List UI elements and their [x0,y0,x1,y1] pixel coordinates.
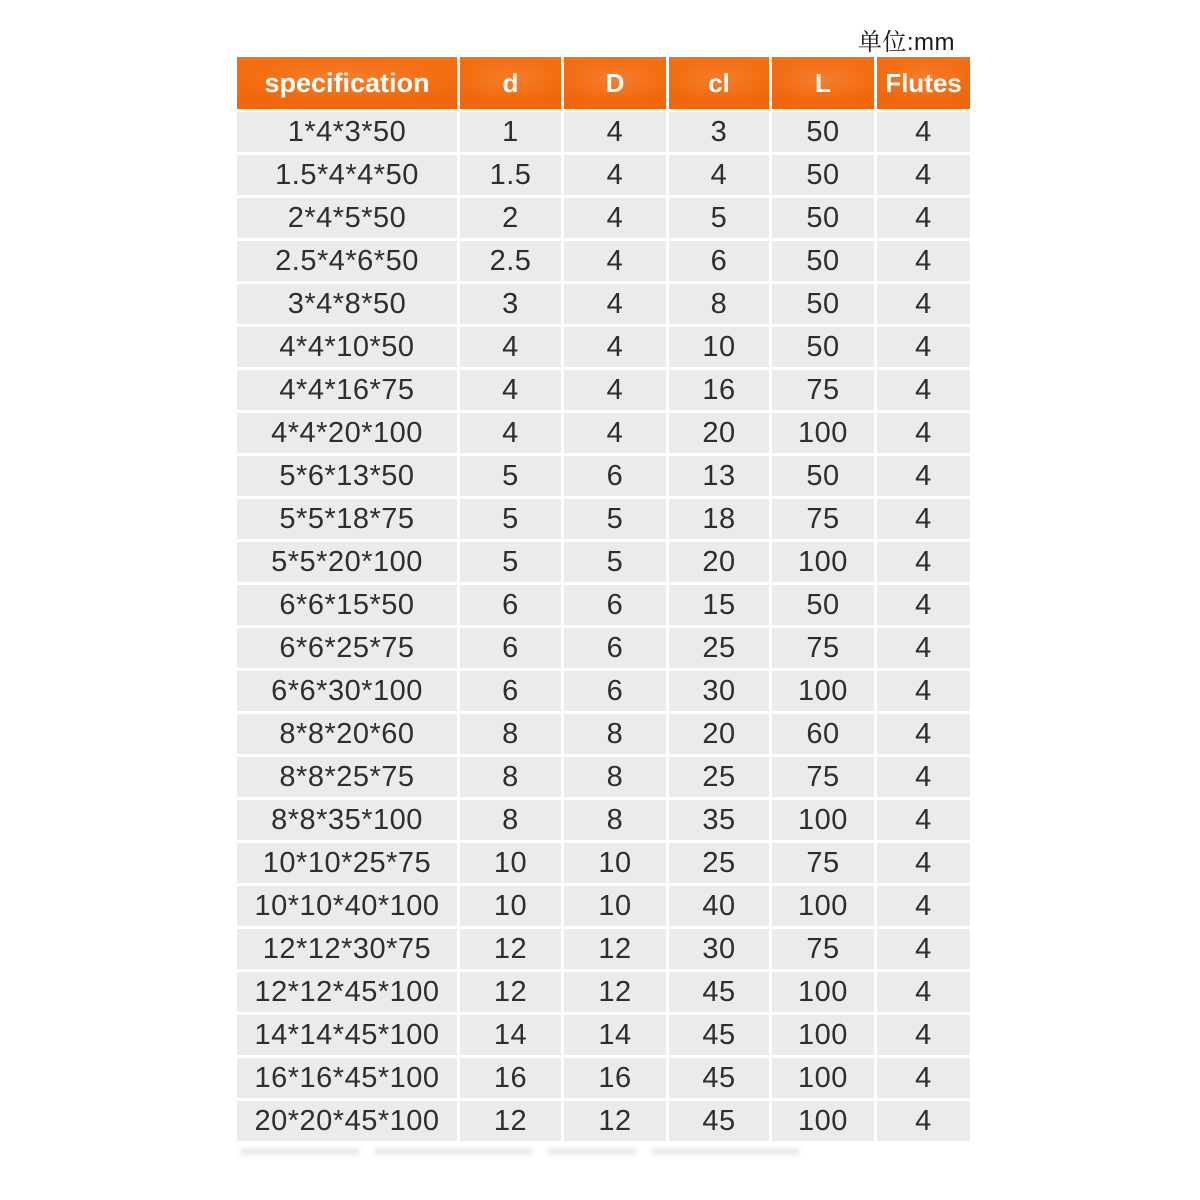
table-cell: 13 [669,456,769,496]
table-cell: 15 [669,585,769,625]
table-cell: 100 [772,413,874,453]
table-cell: 4*4*20*100 [237,413,457,453]
table-cell: 8*8*35*100 [237,800,457,840]
table-cell: 8 [564,800,666,840]
table-cell: 100 [772,886,874,926]
table-cell: 100 [772,972,874,1012]
table-row [237,112,955,152]
table-row [237,1015,955,1055]
table-cell: 20 [669,542,769,582]
table-cell: 100 [772,800,874,840]
column-header-cl: cl [669,57,769,109]
table-cell: 8*8*25*75 [237,757,457,797]
table-cell: 4 [564,284,666,324]
table-cell: 2.5 [460,241,561,281]
table-cell: 10 [460,843,561,883]
table-cell: 12 [460,1101,561,1141]
table-cell: 4 [460,370,561,410]
table-cell: 12 [460,929,561,969]
table-cell: 100 [772,542,874,582]
table-cell: 1.5*4*4*50 [237,155,457,195]
table-cell: 4 [877,972,970,1012]
table-cell: 10*10*40*100 [237,886,457,926]
table-row [237,413,955,453]
table-cell: 4 [877,456,970,496]
table-body [237,112,955,1141]
table-cell: 2 [460,198,561,238]
table-cell: 4 [564,198,666,238]
table-cell: 4 [877,413,970,453]
table-header-row [237,57,962,109]
table-cell: 1 [460,112,561,152]
table-row [237,929,955,969]
table-cell: 4*4*10*50 [237,327,457,367]
column-header-D: D [564,57,666,109]
table-cell: 30 [669,671,769,711]
table-cell: 5 [564,542,666,582]
table-cell: 4 [564,370,666,410]
table-cell: 75 [772,929,874,969]
table-cell: 75 [772,757,874,797]
table-cell: 50 [772,284,874,324]
table-cell: 4 [877,1058,970,1098]
table-cell: 20 [669,413,769,453]
table-cell: 5*6*13*50 [237,456,457,496]
table-cell: 50 [772,241,874,281]
table-row [237,456,955,496]
table-cell: 6 [564,456,666,496]
table-cell: 25 [669,628,769,668]
faint-watermark-smudge [240,1148,800,1158]
table-cell: 10 [669,327,769,367]
table-cell: 4 [877,284,970,324]
table-cell: 14 [564,1015,666,1055]
table-cell: 60 [772,714,874,754]
table-cell: 6 [669,241,769,281]
table-cell: 4 [877,327,970,367]
table-cell: 35 [669,800,769,840]
table-cell: 8*8*20*60 [237,714,457,754]
table-cell: 4 [564,112,666,152]
table-cell: 3 [460,284,561,324]
table-cell: 16 [669,370,769,410]
table-cell: 4 [877,499,970,539]
table-cell: 4 [564,155,666,195]
column-header-flutes: Flutes [877,57,970,109]
table-row [237,1101,955,1141]
table-cell: 45 [669,1058,769,1098]
table-cell: 4 [877,929,970,969]
table-cell: 4 [877,628,970,668]
table-cell: 5*5*18*75 [237,499,457,539]
table-cell: 6 [564,585,666,625]
table-cell: 6*6*15*50 [237,585,457,625]
table-cell: 12*12*30*75 [237,929,457,969]
table-cell: 8 [460,757,561,797]
table-cell: 50 [772,456,874,496]
table-cell: 4 [877,370,970,410]
column-header-specification: specification [237,57,457,109]
table-row [237,714,955,754]
table-cell: 5 [669,198,769,238]
table-cell: 30 [669,929,769,969]
table-cell: 14*14*45*100 [237,1015,457,1055]
table-cell: 50 [772,198,874,238]
table-row [237,843,955,883]
table-cell: 4 [564,413,666,453]
table-cell: 10 [460,886,561,926]
table-cell: 16*16*45*100 [237,1058,457,1098]
table-cell: 4 [669,155,769,195]
table-cell: 2.5*4*6*50 [237,241,457,281]
table-cell: 4 [877,886,970,926]
table-cell: 100 [772,671,874,711]
table-cell: 3*4*8*50 [237,284,457,324]
table-cell: 5*5*20*100 [237,542,457,582]
table-cell: 4 [877,585,970,625]
table-cell: 1.5 [460,155,561,195]
table-cell: 4 [877,241,970,281]
table-cell: 4 [877,757,970,797]
table-cell: 25 [669,757,769,797]
table-cell: 12 [564,972,666,1012]
table-cell: 75 [772,628,874,668]
table-cell: 6 [460,585,561,625]
table-cell: 5 [460,456,561,496]
table-cell: 4 [877,112,970,152]
table-cell: 2*4*5*50 [237,198,457,238]
table-row [237,757,955,797]
table-cell: 1*4*3*50 [237,112,457,152]
table-row [237,542,955,582]
table-row [237,155,955,195]
table-cell: 4 [877,1101,970,1141]
table-cell: 45 [669,1015,769,1055]
table-cell: 4 [460,327,561,367]
table-cell: 4 [564,327,666,367]
smudge-segment [374,1148,533,1155]
table-row [237,370,955,410]
table-row [237,972,955,1012]
table-row [237,671,955,711]
table-cell: 4 [877,1015,970,1055]
table-cell: 20 [669,714,769,754]
table-cell: 5 [564,499,666,539]
table-cell: 10 [564,843,666,883]
table-cell: 10*10*25*75 [237,843,457,883]
table-cell: 12*12*45*100 [237,972,457,1012]
table-row [237,585,955,625]
table-cell: 4 [460,413,561,453]
table-cell: 4 [877,155,970,195]
table-cell: 5 [460,499,561,539]
table-cell: 8 [460,800,561,840]
table-cell: 14 [460,1015,561,1055]
table-cell: 100 [772,1015,874,1055]
table-row [237,198,955,238]
table-cell: 75 [772,499,874,539]
table-row [237,886,955,926]
table-cell: 8 [669,284,769,324]
table-row [237,800,955,840]
table-cell: 75 [772,370,874,410]
table-cell: 8 [460,714,561,754]
table-cell: 8 [564,714,666,754]
table-cell: 6 [460,628,561,668]
table-cell: 25 [669,843,769,883]
table-cell: 100 [772,1101,874,1141]
table-cell: 8 [564,757,666,797]
table-cell: 75 [772,843,874,883]
table-row [237,284,955,324]
table-row [237,1058,955,1098]
table-cell: 16 [564,1058,666,1098]
table-cell: 12 [564,929,666,969]
smudge-segment [651,1148,800,1155]
table-cell: 50 [772,155,874,195]
table-cell: 50 [772,585,874,625]
table-cell: 4 [877,671,970,711]
table-cell: 20*20*45*100 [237,1101,457,1141]
table-row [237,241,955,281]
smudge-segment [240,1148,360,1155]
table-row [237,628,955,668]
table-cell: 4 [564,241,666,281]
table-row [237,499,955,539]
table-cell: 50 [772,112,874,152]
table-cell: 6 [564,671,666,711]
table-cell: 6 [564,628,666,668]
table-cell: 4 [877,714,970,754]
table-cell: 4 [877,198,970,238]
table-row [237,327,955,367]
unit-label: 单位:mm [857,29,955,56]
table-cell: 18 [669,499,769,539]
table-cell: 6*6*30*100 [237,671,457,711]
table-cell: 50 [772,327,874,367]
column-header-d: d [460,57,561,109]
table-cell: 4*4*16*75 [237,370,457,410]
table-cell: 5 [460,542,561,582]
table-cell: 10 [564,886,666,926]
table-cell: 4 [877,542,970,582]
table-cell: 100 [772,1058,874,1098]
table-cell: 45 [669,1101,769,1141]
column-header-L: L [772,57,874,109]
table-cell: 40 [669,886,769,926]
table-cell: 12 [460,972,561,1012]
table-cell: 12 [564,1101,666,1141]
table-cell: 16 [460,1058,561,1098]
table-cell: 4 [877,843,970,883]
table-cell: 45 [669,972,769,1012]
table-cell: 6 [460,671,561,711]
table-cell: 3 [669,112,769,152]
spec-table [237,57,962,1144]
table-cell: 6*6*25*75 [237,628,457,668]
table-cell: 4 [877,800,970,840]
smudge-segment [547,1148,637,1155]
